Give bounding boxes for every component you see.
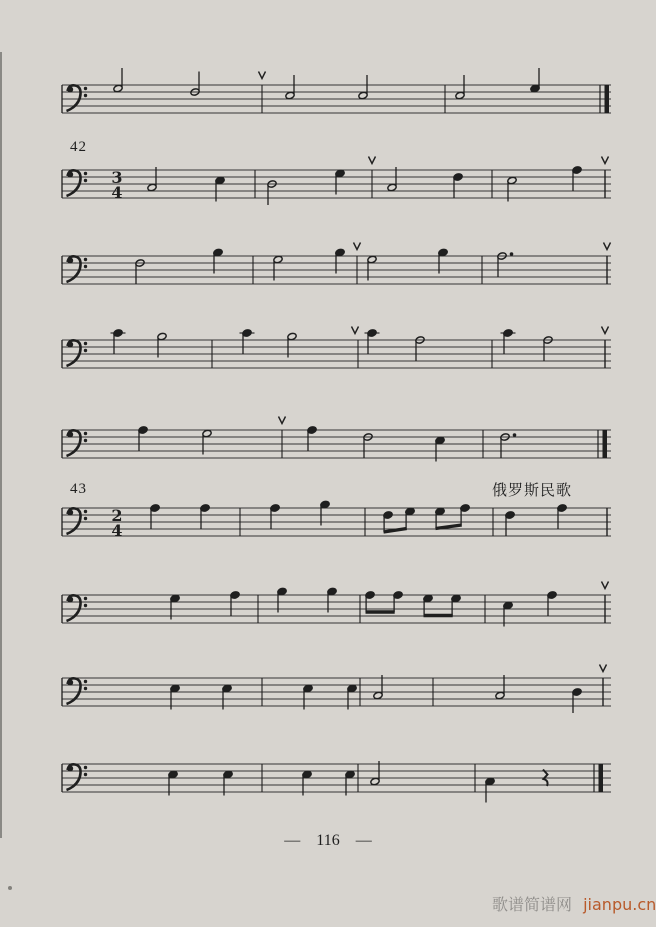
breath-mark-icon (369, 157, 376, 164)
half-note (113, 68, 123, 93)
quarter-note (501, 329, 516, 354)
beam (436, 525, 462, 529)
breath-mark-icon (279, 417, 286, 424)
half-note (358, 75, 368, 100)
half-note (373, 675, 383, 700)
quarter-note (547, 591, 557, 616)
quarter-note (572, 688, 582, 713)
final-thick-barline (605, 85, 610, 113)
breath-mark-icon (604, 243, 611, 250)
staff-system-4 (62, 327, 611, 369)
quarter-note (365, 329, 380, 354)
quarter-note (453, 173, 463, 198)
bass-clef-icon (67, 340, 88, 366)
time-signature-denominator: 4 (111, 183, 123, 202)
breath-mark-icon (602, 157, 609, 164)
breath-mark-icon (600, 665, 607, 672)
breath-mark-icon (352, 327, 359, 334)
staff-system-2 (62, 157, 611, 206)
breath-mark-icon (602, 582, 609, 589)
half-note (455, 75, 465, 100)
time-signature-numerator: 2 (111, 506, 123, 525)
quarter-note (505, 511, 515, 536)
final-thick-barline (599, 764, 604, 792)
augmentation-dot (510, 252, 514, 256)
quarter-note (270, 504, 280, 529)
breath-mark-icon (354, 243, 361, 250)
time-signature-numerator: 3 (111, 168, 123, 187)
watermark (492, 892, 656, 915)
quarter-note (307, 426, 317, 451)
quarter-note (138, 426, 148, 451)
quarter-note (240, 329, 255, 354)
quarter-note (530, 68, 540, 93)
staff-system-9 (62, 761, 611, 803)
half-note (387, 167, 397, 192)
watermark-site-name: 歌谱简谱网 (492, 895, 573, 914)
bass-clef-icon (67, 595, 88, 621)
staff-system-7 (62, 582, 611, 627)
quarter-note (230, 591, 240, 616)
breath-mark-icon (602, 327, 609, 334)
eighth-note-pair (383, 507, 415, 532)
bass-clef-icon (67, 256, 88, 282)
quarter-note (485, 777, 495, 802)
time-signature-denominator: 4 (111, 521, 123, 540)
bass-clef-icon (67, 678, 88, 704)
half-note (370, 761, 380, 786)
quarter-note (557, 504, 567, 529)
staff-system-3 (62, 243, 611, 285)
page-number: — 116 — (284, 832, 372, 849)
bass-clef-icon (67, 430, 88, 456)
half-note (495, 675, 505, 700)
final-thick-barline (603, 430, 608, 458)
staff-system-6 (62, 500, 611, 540)
quarter-note (111, 329, 126, 354)
bass-clef-icon (67, 508, 88, 534)
breath-mark-icon (259, 72, 266, 79)
song-credit: 俄罗斯民歌 (492, 481, 573, 499)
quarter-note (150, 504, 160, 529)
half-note (147, 167, 157, 192)
exercise-number-42: 42 (70, 139, 87, 155)
bass-clef-icon (67, 170, 88, 196)
quarter-note (200, 504, 210, 529)
half-note (285, 75, 295, 100)
watermark-site-url: jianpu.cn (583, 895, 656, 914)
quarter-note (572, 166, 582, 191)
exercise-number-43: 43 (70, 481, 87, 497)
staff-system-5 (62, 417, 611, 462)
staff-system-1 (62, 68, 611, 113)
eighth-note-pair (423, 594, 461, 615)
bass-clef-icon (67, 764, 88, 790)
augmentation-dot (513, 433, 517, 437)
bass-clef-icon (67, 85, 88, 111)
staff-system-8 (62, 665, 611, 714)
